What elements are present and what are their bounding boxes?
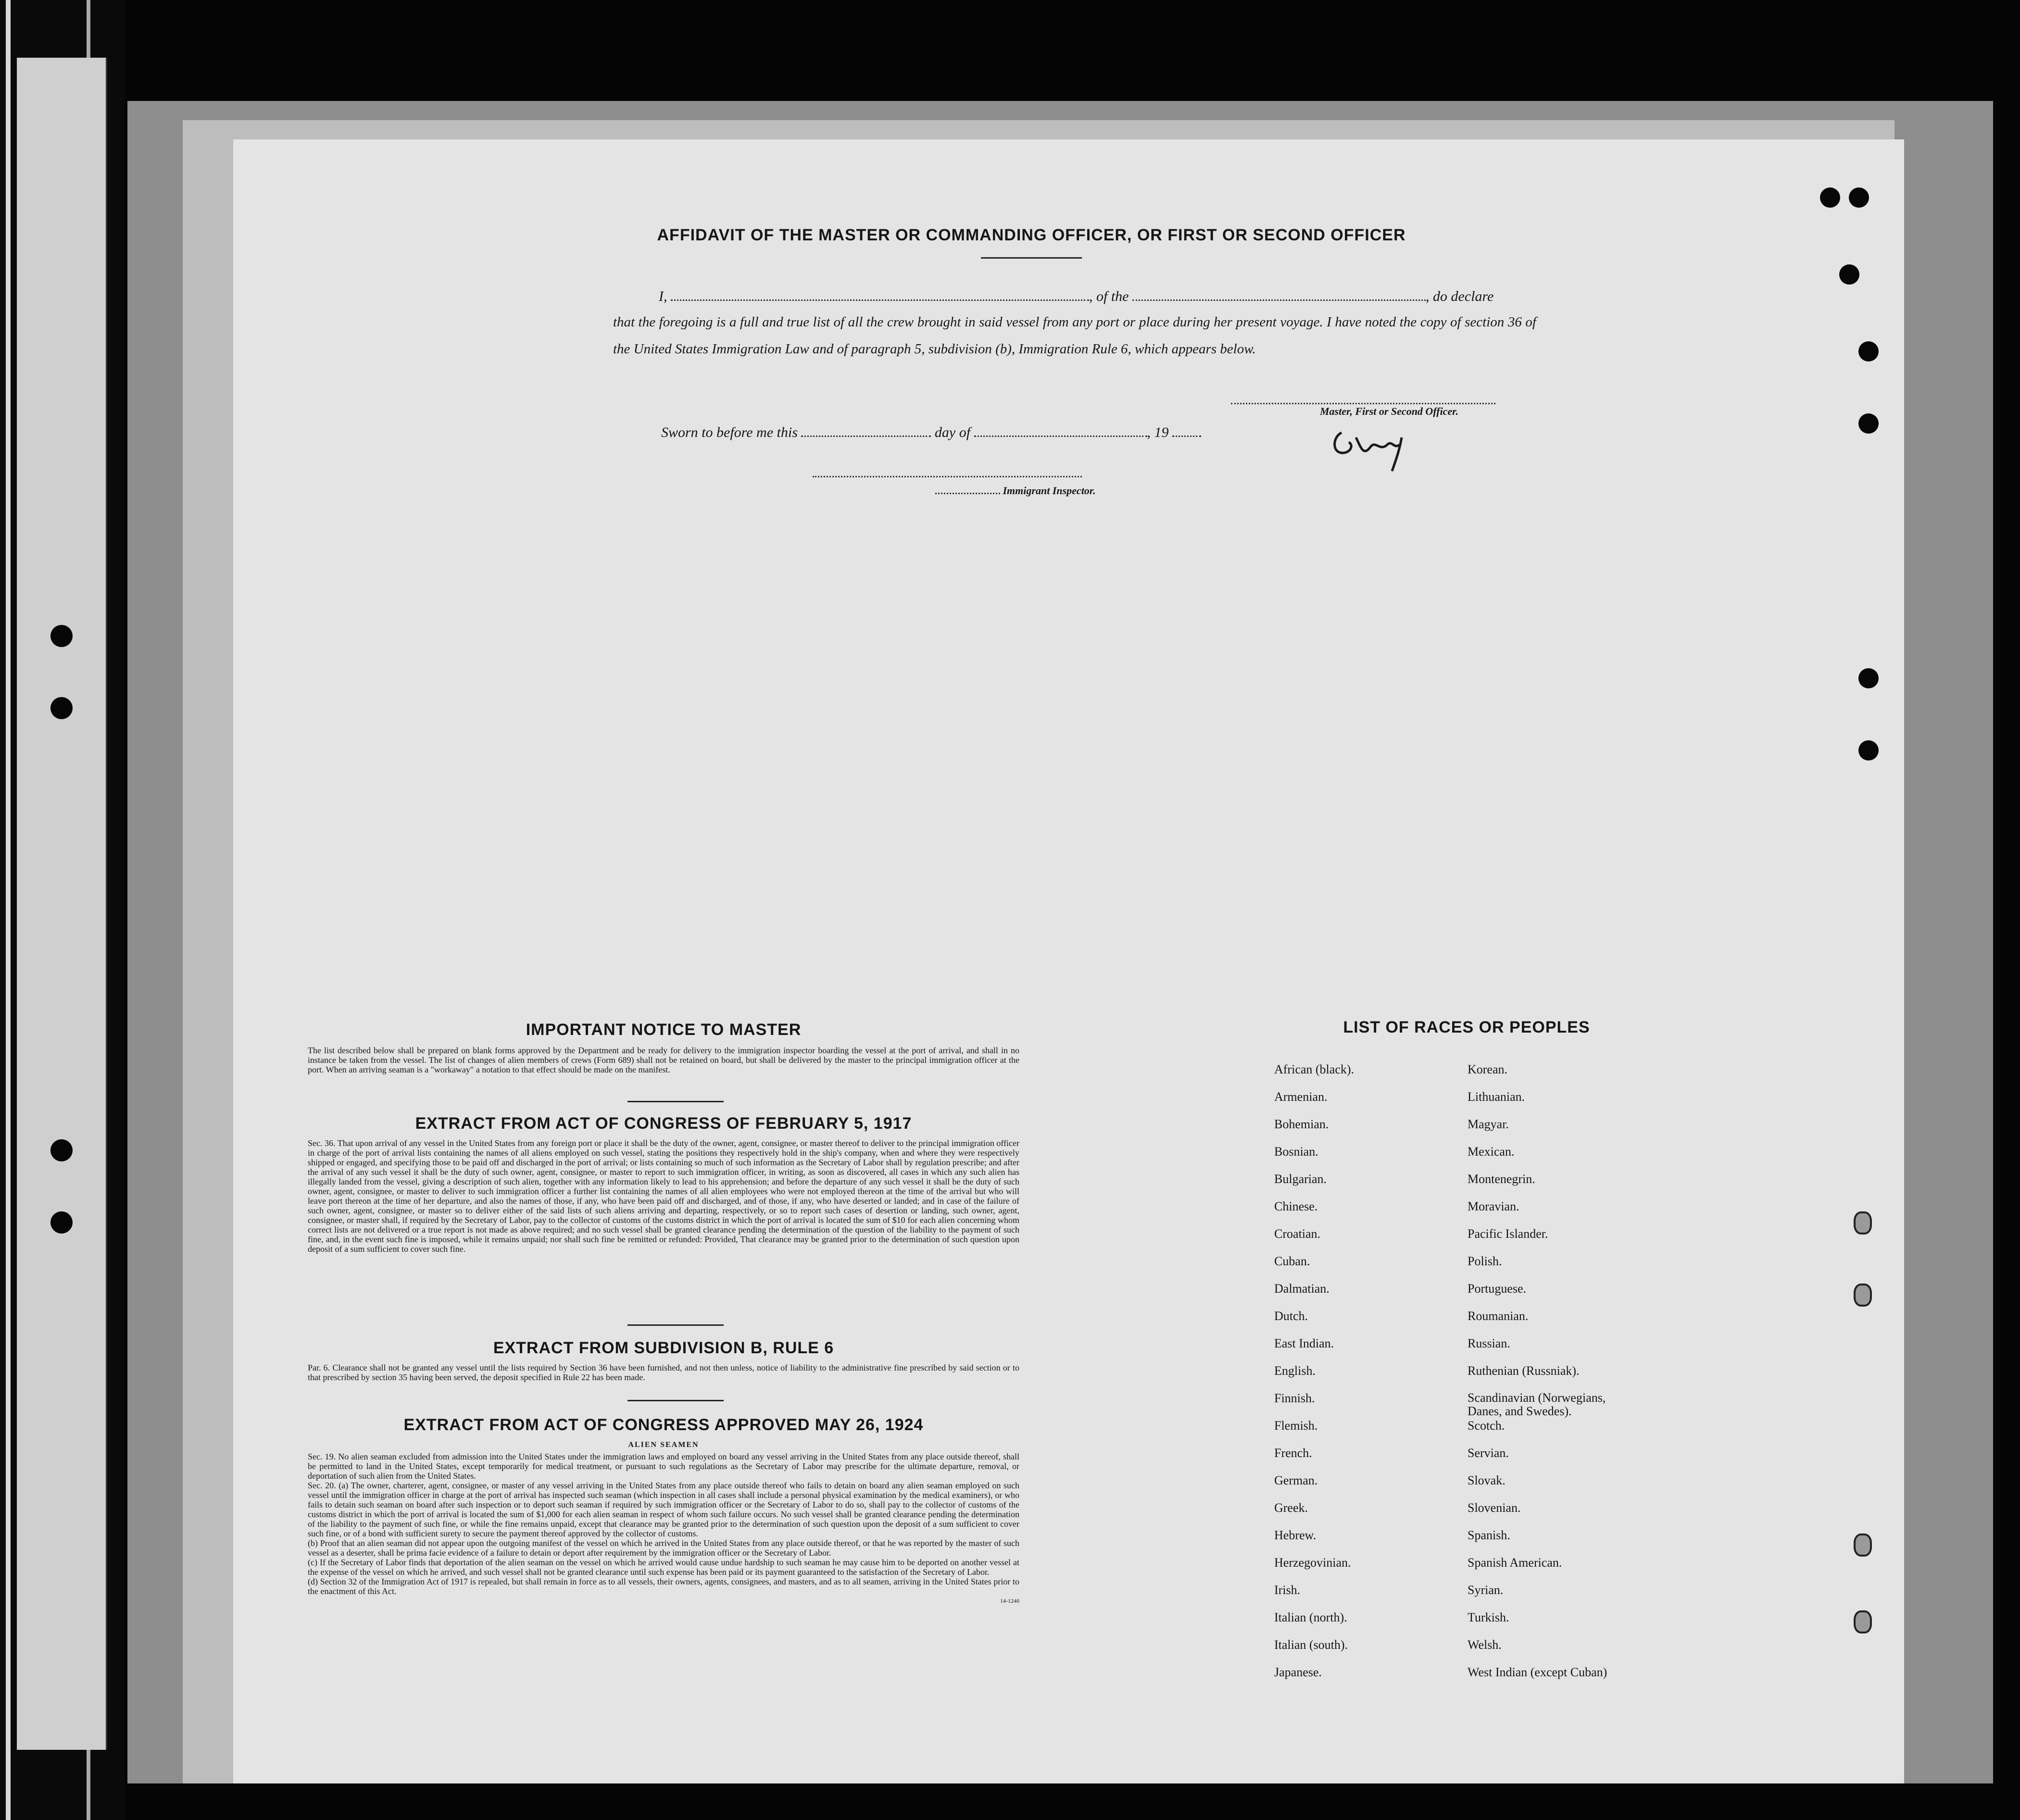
master-label: Master, First or Second Officer.: [1320, 405, 1459, 417]
sworn-date-blank: [801, 436, 931, 437]
inspector-blank: [935, 493, 1000, 494]
race-item: Servian.: [1468, 1446, 1509, 1460]
sec19-paragraph: Sec. 19. No alien seaman excluded from admission into the United States under the immigration laws and employed on board any vessel arriving in the United States from any place outside thereof, shall be permitted to land in the United States, except temporarily for medical treatment, or pursuant to such regulations as the Secretary of Labor may prescribe for the ultimate departure, removal, or deportation of such alien from the United States.: [308, 1452, 1019, 1481]
punch-hole: [1820, 187, 1840, 208]
race-item: Bosnian.: [1274, 1145, 1318, 1159]
notice-title: IMPORTANT NOTICE TO MASTER: [526, 1021, 802, 1039]
race-item: Pacific Islander.: [1468, 1227, 1548, 1241]
affidavit-of-the: , of the: [1089, 288, 1129, 304]
sec20c-paragraph: (c) If the Secretary of Labor finds that deportation of the alien seaman on the vessel on which he arrived would cause undue hardship to such seaman he may cause him to be deported on another vessel at the expense of the vessel on which he arrived, and such vessel shall not be granted clearance until such expense has been paid or its payment guaranteed to the satisfaction of the Secretary of Labor.: [308, 1558, 1019, 1577]
binder-edge: [6, 0, 11, 1820]
race-item: Chinese.: [1274, 1199, 1318, 1213]
race-item: Turkish.: [1468, 1610, 1509, 1624]
race-item: Croatian.: [1274, 1227, 1321, 1241]
race-item: Scotch.: [1468, 1419, 1505, 1433]
race-item: Flemish.: [1274, 1419, 1318, 1433]
punch-hole: [50, 1211, 73, 1234]
race-item: Welsh.: [1468, 1638, 1502, 1652]
signature-line: [1231, 403, 1495, 404]
race-item: Irish.: [1274, 1583, 1301, 1597]
race-item: Hebrew.: [1274, 1528, 1317, 1542]
punch-hole: [50, 625, 73, 647]
race-item: Spanish.: [1468, 1528, 1510, 1542]
races-title: LIST OF RACES OR PEOPLES: [1343, 1018, 1590, 1036]
paper-clip: [1854, 1610, 1872, 1633]
race-item: Cuban.: [1274, 1254, 1310, 1268]
divider: [627, 1101, 724, 1102]
race-item: Lithuanian.: [1468, 1090, 1525, 1104]
vessel-blank: [1132, 299, 1426, 301]
race-item: Slovenian.: [1468, 1501, 1521, 1515]
affidavit-declare: , do declare: [1426, 288, 1494, 304]
race-item: Portuguese.: [1468, 1282, 1527, 1296]
punch-hole: [1858, 668, 1879, 688]
rule6-title: EXTRACT FROM SUBDIVISION B, RULE 6: [493, 1339, 834, 1357]
race-item: Greek.: [1274, 1501, 1308, 1515]
sec20a-paragraph: Sec. 20. (a) The owner, charterer, agent, consignee, or master of any vessel arriving in the United States from any place outside thereof who fails to detain on board any alien seaman employed on such vessel until the immigration officer in charge at the port of arrival has inspected such seaman (which inspection in all cases shall include a personal physical examination by the medical examiners), or who fails to detain such seaman on board after such inspection or to deport such seaman if required by such immigration officer or the Secretary of Labor to do so, shall pay to the collector of customs of the customs district in which the port of arrival is located the sum of $1,000 for each alien seaman in respect of whom such failure occurs. No such vessel shall be granted clearance pending the determination of the liability to the payment of such fine, or while the fine remains unpaid, except that clearance may be granted prior to the determination of such question upon the deposit of a sum sufficient to cover such fine, or of a bond with sufficient surety to secure the payment thereof approved by the collector of customs.: [308, 1481, 1019, 1538]
extract-1917-body: Sec. 36. That upon arrival of any vessel in the United States from any foreign port or place it shall be the duty of the owner, agent, consignee, or master thereof to deliver to the principal immigration officer in charge of the port of arrival lists containing the names of all aliens employed on such vessel, stating the positions they respectively hold in the ship's company, when and where they were respectively shipped or engaged, and specifying those to be paid off and discharged in the port of arrival; or lists containing so much of such information as the Secretary of Labor shall by regulation prescribe; and after the arrival of any such vessel it shall be the duty of such owner, agent, consignee, or master to report to such immigration officer, in writing, as soon as discovered, all cases in which any such alien has illegally landed from the vessel, giving a description of such alien, together with any information likely to lead to his apprehension; and before the departure of any such vessel it shall be the duty of such owner, agent, consignee, or master to deliver to such immigration officer a further list containing the names of all alien employees who were not employed thereon at the time of the arrival but who will leave port thereon at the time of her departure, and also the names of those, if any, who have been paid off and discharged, and of those, if any, who have deserted or landed; and in case of the failure of such owner, agent, consignee, or master so to deliver either of the said lists of such aliens arriving and departing, respectively, or so to report such cases of desertion or landing, such owner, agent, consignee, or master shall, if required by the Secretary of Labor, pay to the collector of customs of the customs district in which the port of arrival is located the sum of $10 for each alien concerning whom correct lists are not delivered or a true report is not made as above required; and no such vessel shall be granted clearance pending the determination of the question of the liability to the payment of such fine, and, in the event such fine is imposed, while it remains unpaid; nor shall such fine be remitted or refunded: Provided, That clearance may be granted prior to the determination of such question upon deposit of a sum sufficient to cover such fine.: [308, 1138, 1019, 1254]
race-item: Polish.: [1468, 1254, 1502, 1268]
inspector-label: Immigrant Inspector.: [1003, 485, 1096, 497]
race-item: Dutch.: [1274, 1309, 1308, 1323]
race-item: Mexican.: [1468, 1145, 1515, 1159]
sworn-year-blank: [1172, 436, 1201, 437]
race-item: Moravian.: [1468, 1199, 1519, 1213]
race-item: Slovak.: [1468, 1473, 1506, 1487]
sworn-month-blank: [974, 436, 1147, 437]
sec20b-paragraph: (b) Proof that an alien seaman did not appear upon the outgoing manifest of the vessel on which he arrived in the United States from any place outside thereof, or that he was reported by the master of such vessel as a deserter, shall be prima facie evidence of a failure to detain or deport after requirement by the immigration officer or the Secretary of Labor.: [308, 1538, 1019, 1558]
extract-1917-title: EXTRACT FROM ACT OF CONGRESS OF FEBRUARY 5, 1917: [415, 1114, 912, 1133]
race-item: Syrian.: [1468, 1583, 1504, 1597]
sworn-line: [661, 425, 1201, 440]
inspector-line: [813, 476, 1082, 477]
race-item: Italian (north).: [1274, 1610, 1347, 1624]
punch-hole: [1839, 264, 1859, 285]
race-item: African (black).: [1274, 1062, 1355, 1076]
affidavit-i: I,: [659, 288, 667, 304]
sworn-year: , 19: [1147, 424, 1169, 440]
punch-hole: [50, 697, 73, 719]
divider: [627, 1324, 724, 1326]
binder-spine: [0, 0, 125, 1820]
punch-hole: [1858, 740, 1879, 760]
divider: [981, 257, 1082, 259]
paper-clip: [1854, 1284, 1872, 1307]
race-item: Bohemian.: [1274, 1117, 1329, 1131]
affidavit-title: AFFIDAVIT OF THE MASTER OR COMMANDING OFFICER, OR FIRST OR SECOND OFFICER: [657, 226, 1406, 244]
race-item: West Indian (except Cuban): [1468, 1665, 1607, 1679]
race-item: Montenegrin.: [1468, 1172, 1535, 1186]
form-number: 14-1240: [1000, 1597, 1019, 1604]
race-item: Armenian.: [1274, 1090, 1328, 1104]
punch-hole: [50, 1139, 73, 1161]
race-item: Spanish American.: [1468, 1556, 1562, 1570]
race-item: Roumanian.: [1468, 1309, 1529, 1323]
race-item: Bulgarian.: [1274, 1172, 1327, 1186]
rule6-body: Par. 6. Clearance shall not be granted any vessel until the lists required by Section 36 have been furnished, and not then unless, notice of liability to the administrative fine prescribed by said section or to that prescribed by section 35 having been served, the deposit specified in Rule 22 has been made.: [308, 1363, 1019, 1382]
affidavit-line: [659, 289, 1493, 304]
punch-hole: [1858, 341, 1879, 362]
race-item: Dalmatian.: [1274, 1282, 1330, 1296]
extract-1924-body: [308, 1452, 1019, 1606]
affidavit-paragraph: that the foregoing is a full and true list of all the crew brought in said vessel from any port or place during her present voyage. I have noted the copy of section 36 of the United States Immigration Law and of paragraph 5, subdivision (b), Immigration Rule 6, which appears below.: [613, 314, 1536, 357]
race-item: Scandinavian (Norwegians, Danes, and Swedes).: [1468, 1391, 1606, 1418]
race-item: Russian.: [1468, 1336, 1510, 1350]
race-item: French.: [1274, 1446, 1312, 1460]
paper-clip: [1854, 1211, 1872, 1234]
punch-hole: [1858, 413, 1879, 434]
extract-1924-title: EXTRACT FROM ACT OF CONGRESS APPROVED MAY 26, 1924: [403, 1416, 924, 1434]
sworn-prefix: Sworn to before me this: [661, 424, 798, 440]
race-item: Korean.: [1468, 1062, 1508, 1076]
notice-body: The list described below shall be prepared on blank forms approved by the Department and be ready for delivery to the immigration inspector boarding the vessel at the port of arrival, and shall in no instance be taken from the vessel. The list of changes of alien members of crews (Form 689) shall not be retained on board, but shall be delivered by the master to the principal immigration officer at the port. When an arriving seaman is a "workaway" a notation to that effect should be made on the manifest.: [308, 1046, 1019, 1074]
paper-clip: [1854, 1533, 1872, 1557]
handwritten-signature: [1327, 418, 1423, 476]
race-item: East Indian.: [1274, 1336, 1334, 1350]
divider: [627, 1400, 724, 1401]
binder-underlying-pages: [17, 58, 107, 1750]
name-blank: [671, 299, 1089, 301]
extract-1924-subtitle: ALIEN SEAMEN: [628, 1441, 699, 1449]
sworn-day-of: day of: [934, 424, 971, 440]
race-item: Magyar.: [1468, 1117, 1509, 1131]
sec20d-paragraph: (d) Section 32 of the Immigration Act of 1917 is repealed, but shall remain in force as to all vessels, their owners, agents, consignees, and masters, and as to all seamen, arriving in the United States prior to the enactment of this Act.: [308, 1577, 1019, 1596]
race-item: Ruthenian (Russniak).: [1468, 1364, 1580, 1378]
race-item: Japanese.: [1274, 1665, 1322, 1679]
race-item: German.: [1274, 1473, 1318, 1487]
punch-hole: [1849, 187, 1869, 208]
inspector-row: [935, 486, 1096, 496]
race-item: Finnish.: [1274, 1391, 1315, 1405]
race-item: Herzegovinian.: [1274, 1556, 1351, 1570]
race-item: English.: [1274, 1364, 1316, 1378]
race-item: Italian (south).: [1274, 1638, 1348, 1652]
